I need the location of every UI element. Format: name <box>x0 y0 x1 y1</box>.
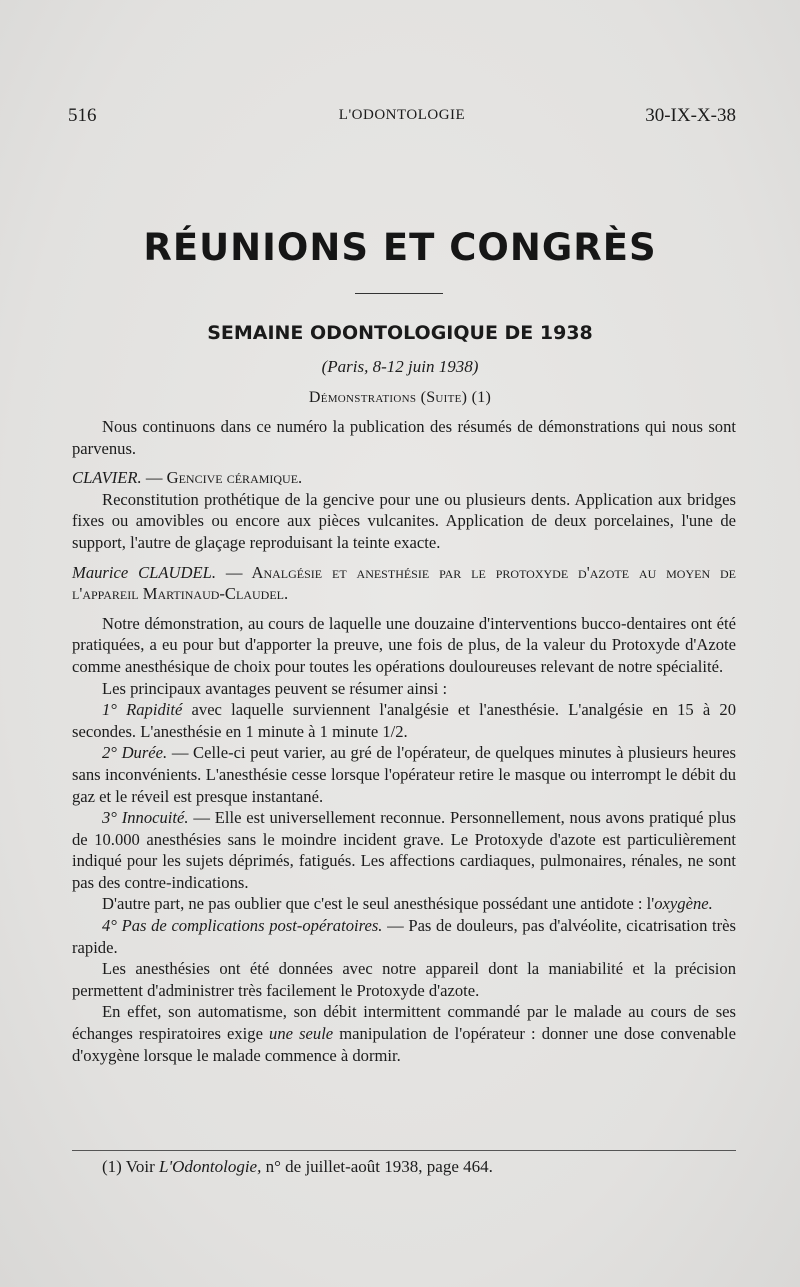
running-head <box>68 105 736 131</box>
advantage-1 <box>72 699 736 742</box>
advantage-3 <box>72 807 736 893</box>
section-title: RÉUNIONS ET CONGRÈS <box>143 226 657 269</box>
page-number: 516 <box>68 105 97 126</box>
footnote-divider <box>72 1150 736 1151</box>
claudel-paragraph-1: Notre démonstration, au cours de laquelle une douzaine d'interventions bucco-dentaires ont été pratiquées, a eu pour but d'apporter la preuve, une fois de plus, de la valeur du Protoxyde d'Azote comme anesthésique de choix pour toutes les opérations douloureuses relevant de notre spécialité. <box>72 613 736 676</box>
p5-part-a: En effet, son automatisme, son débit intermittent commandé par le malade au cours de ses échanges respiratoires exige <box>72 1002 736 1044</box>
advantage-4-text: — Pas de douleurs, pas d'alvéolite, cicatrisation très rapide. <box>72 916 736 957</box>
clavier-author: CLAVIER. <box>72 468 142 488</box>
advantage-1-text: avec laquelle surviennent l'analgésie et l'anesthésie. L'analgésie en 15 à 20 secondes. L'anesthésie en 1 minute à 1 minute 1/2. <box>72 700 736 741</box>
title-divider <box>355 293 443 294</box>
p5-une-seule: une seule <box>269 1024 334 1044</box>
advantage-2-text: — Celle-ci peut varier, au gré de l'opérateur, de quelques minutes à plusieurs heures sans inconvénients. L'anesthésie cesse lorsque l'opérateur retire le masque ou interrompt le débit du gaz et le réveil est presque instantané. <box>72 743 736 806</box>
advantage-3-text: — Elle est universellement reconnue. Personnellement, nous avons pratiqué plus de 10.000 anesthésies sans le moindre incident grave. Le Protoxyde d'azote est particulièrement indiqué pour les sujets déprimés, fatigués. Les affections cardiaques, pulmonaires, rénales, ne sont pas des contre-indications. <box>72 808 736 892</box>
claudel-paragraph-2: Les principaux avantages peuvent se résumer ainsi : <box>102 678 448 698</box>
demonstrations-heading: Démonstrations (Suite) (1) <box>308 389 492 406</box>
clavier-title: — Gencive céramique. <box>145 468 303 488</box>
advantage-3-label: 3° Innocuité. <box>102 808 189 828</box>
claudel-paragraph-5 <box>72 1001 736 1066</box>
subtitle: SEMAINE ODONTOLOGIQUE DE 1938 <box>207 322 593 344</box>
place-date: (Paris, 8-12 juin 1938) <box>321 357 479 376</box>
clavier-heading <box>72 467 736 489</box>
clavier-text: Reconstitution prothétique de la gencive pour une ou plusieurs dents. Application aux bridges fixes ou amovibles ou encore aux pièces vulcanites. Application de deux porcelaines, l'une de support, l'autre de glaçage reproduisant la teinte exacte. <box>72 489 736 552</box>
footnote-marker: (1) Voir <box>102 1157 159 1176</box>
advantage-4-label: 4° Pas de complications post-opératoires. <box>102 916 383 936</box>
p5-part-c: manipulation de l'opérateur : donner une dose convenable d'oxygène lorsque le malade commence à dormir. <box>72 1024 737 1065</box>
claudel-paragraph-4: Les anesthésies ont été données avec notre appareil dont la maniabilité et la précision permettent d'administrer très facilement le Protoxyde d'azote. <box>72 959 736 1000</box>
footnote <box>102 1157 742 1177</box>
footnote-ref: n° de juillet-août 1938, page 464. <box>261 1157 493 1176</box>
claudel-heading <box>72 562 736 605</box>
footnote-journal: L'Odontologie, <box>159 1157 262 1176</box>
journal-title: L'ODONTOLOGIE <box>338 107 466 123</box>
advantage-2-label: 2° Durée. <box>102 743 168 763</box>
issue-date: 30-IX-X-38 <box>645 105 736 126</box>
antidote-text: D'autre part, ne pas oublier que c'est le seul anesthésique possédant une antidote : l' <box>102 894 655 914</box>
advantage-2 <box>72 742 736 807</box>
advantage-1-label: 1° Rapidité <box>102 700 183 720</box>
antidote-oxygene: oxygène. <box>654 894 713 914</box>
claudel-author: Maurice CLAUDEL. <box>72 562 217 582</box>
antidote-paragraph <box>72 893 736 915</box>
intro-paragraph: Nous continuons dans ce numéro la publication des résumés de démonstrations qui nous sont parvenus. <box>72 417 736 458</box>
article-body <box>72 416 736 1066</box>
advantage-4 <box>72 915 736 958</box>
claudel-title: — Analgésie et anesthésie par le protoxyde d'azote au moyen de l'appareil Martinaud-Claudel. <box>72 562 736 604</box>
